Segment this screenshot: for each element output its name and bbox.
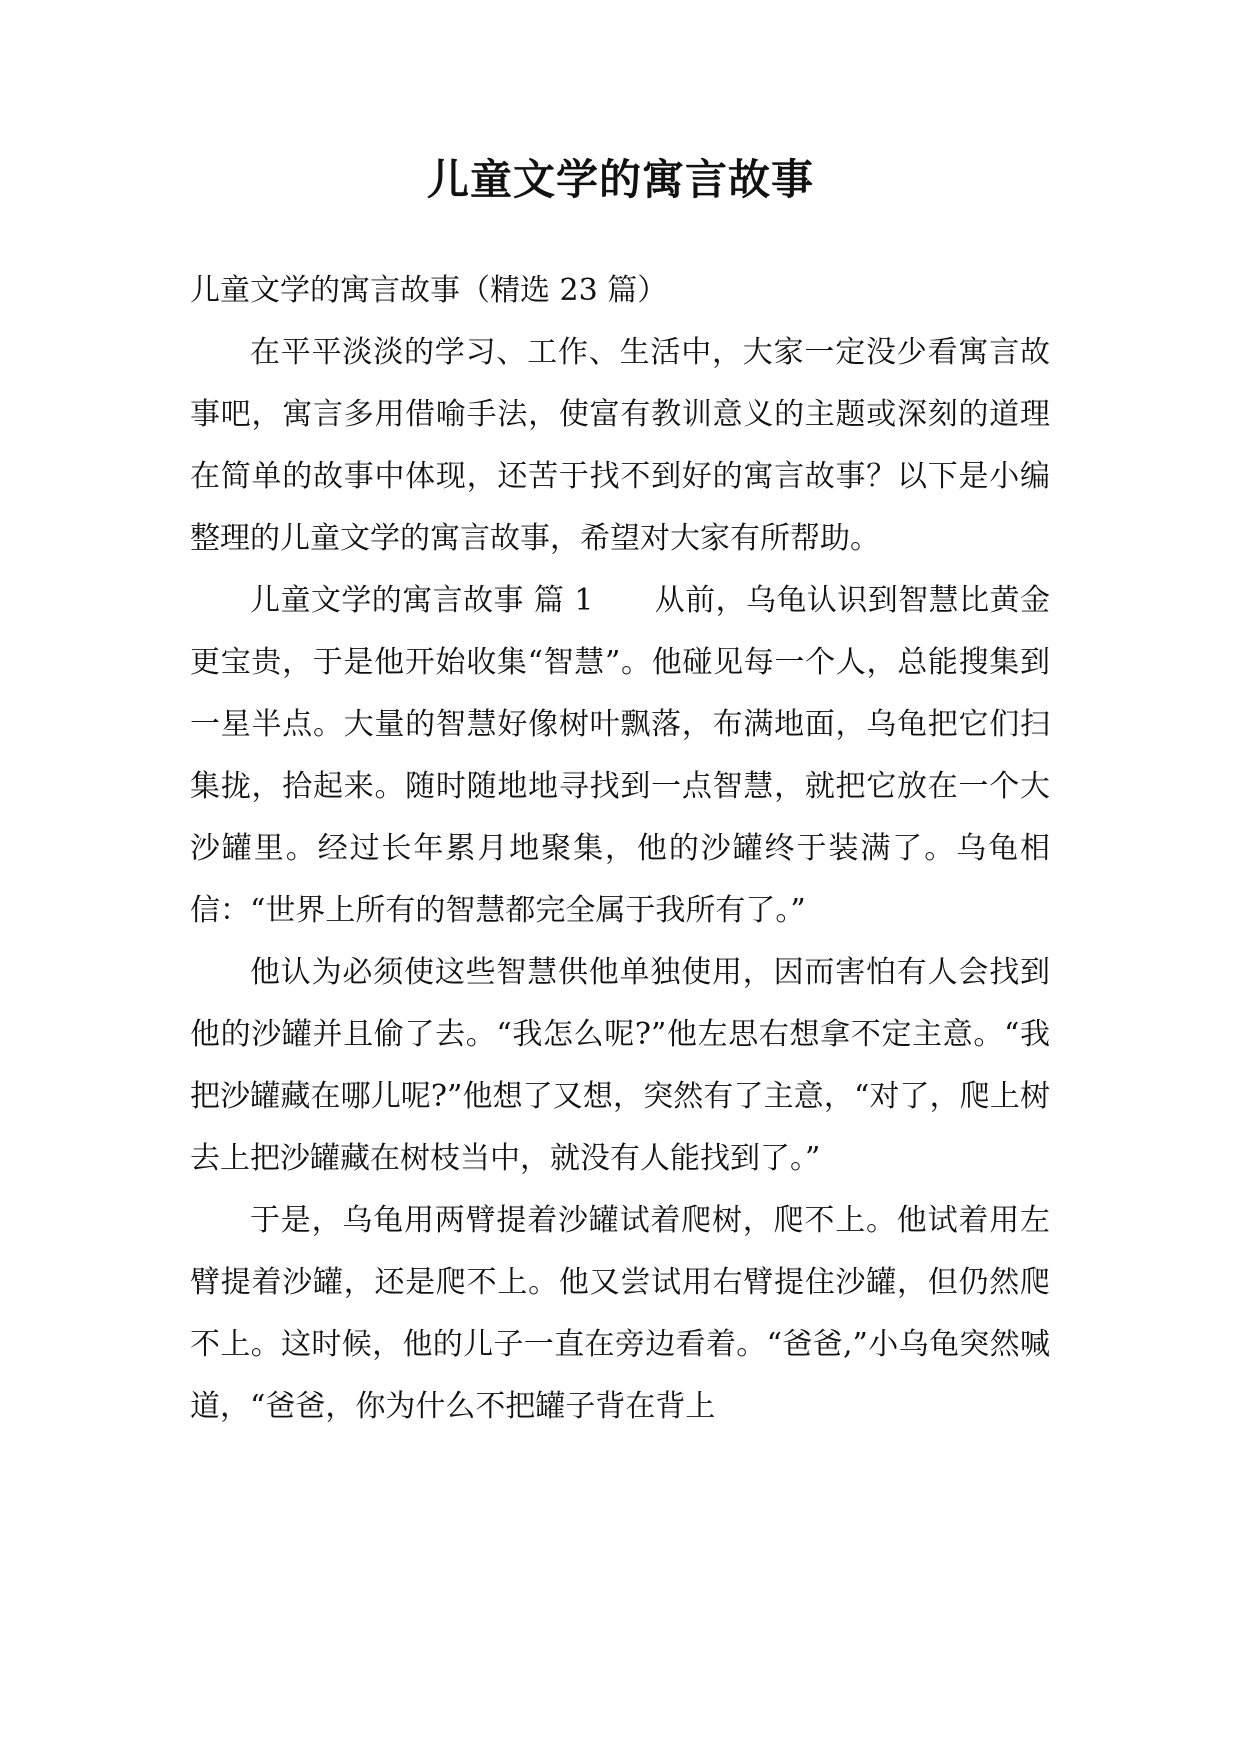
- document-subtitle: 儿童文学的寓言故事（精选 23 篇）: [190, 273, 668, 308]
- paragraph-story-1: 儿童文学的寓言故事 篇 1 从前，乌龟认识到智慧比黄金更宝贵，于是他开始收集“智慧”。他碰见每一个人，总能搜集到一星半点。大量的智慧好像树叶飘落，布满地面，乌龟把它们扫集拢，拾起来。随时随地地寻找到一点智慧，就把它放在一个大沙罐里。经过长年累月地聚集，他的沙罐终于装满了。乌龟相信：“世界上所有的智慧都完全属于我所有了。”: [190, 583, 1050, 928]
- paragraph-story-2: 他认为必须使这些智慧供他单独使用，因而害怕有人会找到他的沙罐并且偷了去。“我怎么呢?”他左思右想拿不定主意。“我把沙罐藏在哪儿呢?”他想了又想，突然有了主意，“对了，爬上树去上把沙罐藏在树枝当中，就没有人能找到了。”: [190, 955, 1050, 1176]
- paragraph-intro: 在平平淡淡的学习、工作、生活中，大家一定没少看寓言故事吧，寓言多用借喻手法，使富有教训意义的主题或深刻的道理在简单的故事中体现，还苦于找不到好的寓言故事？以下是小编整理的儿童文学的寓言故事，希望对大家有所帮助。: [190, 335, 1050, 556]
- document-title: 儿童文学的寓言故事: [426, 155, 814, 204]
- paragraph-story-3: 于是，乌龟用两臂提着沙罐试着爬树，爬不上。他试着用左臂提着沙罐，还是爬不上。他又尝试用右臂提住沙罐，但仍然爬不上。这时候，他的儿子一直在旁边看着。“爸爸,”小乌龟突然喊道，“爸爸，你为什么不把罐子背在背上: [190, 1203, 1050, 1424]
- document-body: [190, 260, 1050, 1438]
